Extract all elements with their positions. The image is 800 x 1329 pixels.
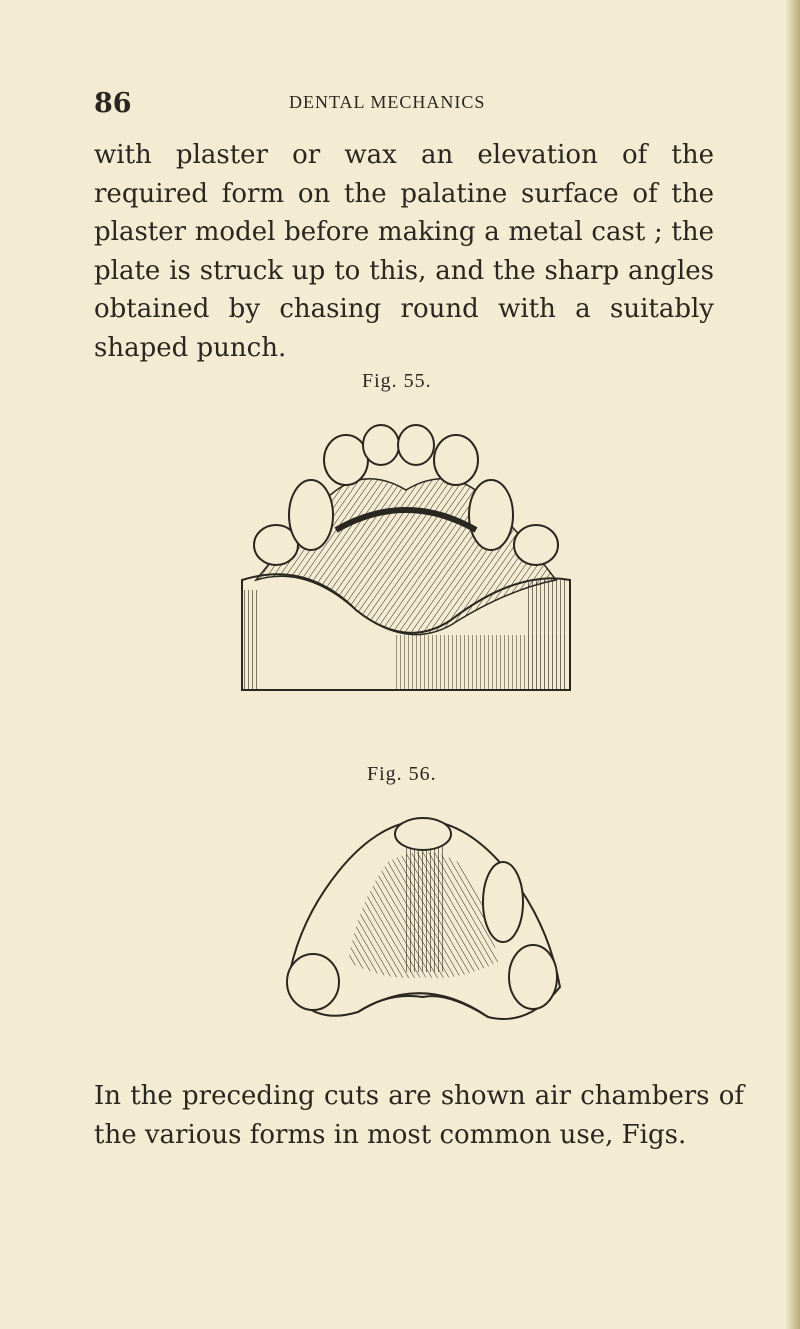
figure-55-illustration — [236, 420, 576, 700]
page-header — [94, 88, 706, 124]
figure-55-caption: Fig. 55. — [362, 370, 432, 392]
figure-56-caption: Fig. 56. — [367, 763, 437, 785]
page-number: 86 — [94, 88, 132, 119]
paragraph-2: In the preceding cuts are shown air chambers of the various forms in most common use, Figs. — [94, 1081, 744, 1150]
running-head: DENTAL MECHANICS — [289, 92, 486, 112]
figure-56-illustration — [278, 812, 568, 1027]
paragraph-1: with plaster or wax an elevation of the required form on the palatine surface of the plaster model before making a metal cast ; the plate is struck up to this, and the sharp angles obtained by chasing round with a suitably shaped punch. — [94, 140, 714, 363]
page-edge — [786, 0, 800, 1329]
